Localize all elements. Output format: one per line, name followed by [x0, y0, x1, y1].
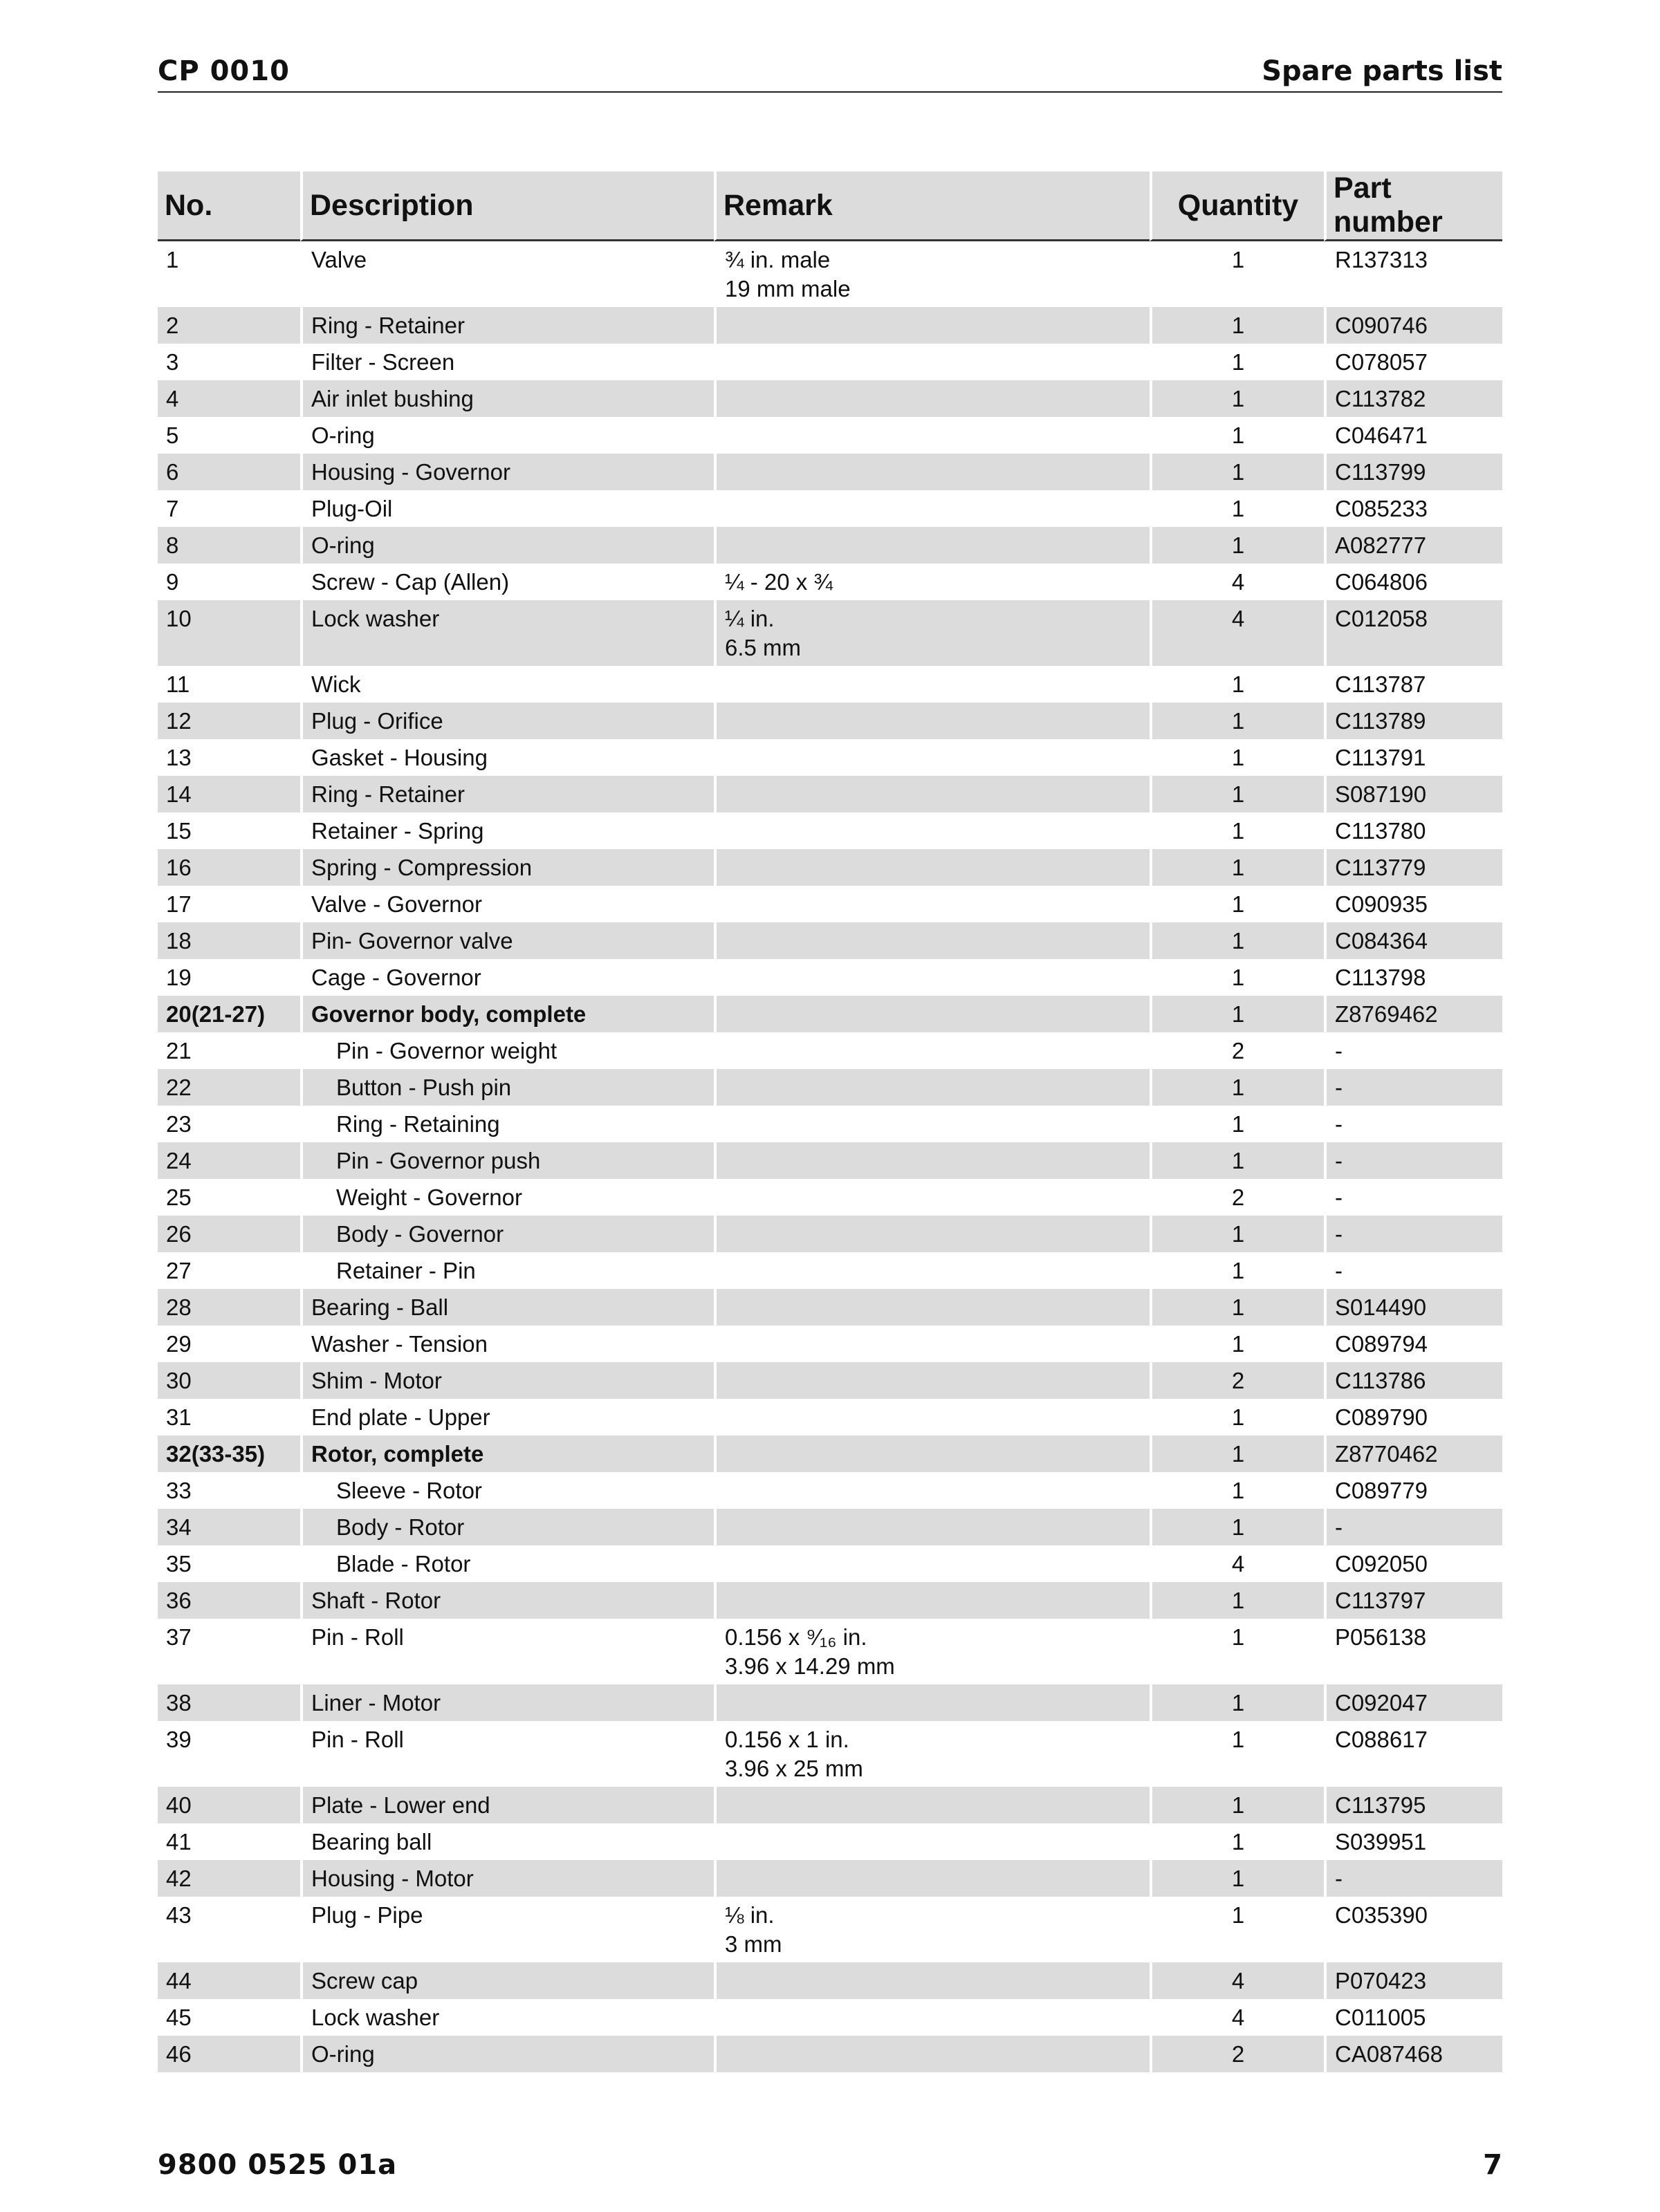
description-cell: Lock washer — [300, 1999, 714, 2036]
table-row — [158, 1619, 1502, 1684]
quantity-cell: 1 — [1150, 1326, 1324, 1362]
table-row — [158, 812, 1502, 849]
remark-cell — [714, 849, 1150, 886]
table-row — [158, 1106, 1502, 1142]
quantity-cell: 2 — [1150, 1032, 1324, 1069]
remark-cell — [714, 380, 1150, 417]
part-no-cell: 46 — [158, 2036, 300, 2072]
page-number: 7 — [1483, 2149, 1502, 2181]
description-cell: Bearing - Ball — [300, 1289, 714, 1326]
description-cell: Pin - Roll — [300, 1619, 714, 1684]
part-no-cell: 20(21-27) — [158, 996, 300, 1032]
quantity-cell: 1 — [1150, 241, 1324, 307]
part-number-cell: - — [1324, 1860, 1502, 1897]
quantity-cell: 4 — [1150, 1545, 1324, 1582]
part-no-cell: 12 — [158, 703, 300, 739]
remark-cell — [714, 307, 1150, 344]
quantity-cell: 2 — [1150, 2036, 1324, 2072]
quantity-cell: 1 — [1150, 812, 1324, 849]
quantity-cell: 1 — [1150, 1069, 1324, 1106]
part-no-cell: 33 — [166, 1478, 192, 1503]
description-cell: Shaft - Rotor — [300, 1582, 714, 1619]
part-number-cell: - — [1324, 1106, 1502, 1142]
part-number-cell: C113797 — [1324, 1582, 1502, 1619]
table-row — [158, 1399, 1502, 1435]
part-number-cell: S087190 — [1324, 776, 1502, 812]
description-cell: Ring - Retainer — [300, 307, 714, 344]
table-row — [158, 996, 1502, 1032]
quantity-cell: 1 — [1150, 307, 1324, 344]
description-cell: Button - Push pin — [300, 1069, 714, 1106]
remark-cell — [714, 776, 1150, 812]
quantity-cell: 4 — [1150, 564, 1324, 600]
part-no-cell: 25 — [166, 1184, 192, 1210]
table-row — [158, 1787, 1502, 1823]
description-cell: Body - Governor — [300, 1216, 714, 1252]
part-no-cell: 15 — [166, 818, 192, 844]
quantity-cell: 1 — [1150, 380, 1324, 417]
remark-cell: ⅛ in. 3 mm — [714, 1897, 1150, 1962]
quantity-cell: 1 — [1150, 1252, 1324, 1289]
table-row — [158, 241, 1502, 307]
quantity-cell: 1 — [1150, 1106, 1324, 1142]
part-no-cell: 4 — [158, 380, 300, 417]
description-cell: Sleeve - Rotor — [300, 1472, 714, 1509]
description-cell: Ring - Retainer — [300, 776, 714, 812]
part-no-cell: 30 — [158, 1362, 300, 1399]
part-number-cell: C113779 — [1324, 849, 1502, 886]
remark-cell — [714, 1509, 1150, 1545]
table-row — [158, 1472, 1502, 1509]
remark-cell — [714, 1962, 1150, 1999]
quantity-cell: 2 — [1150, 1362, 1324, 1399]
quantity-cell: 1 — [1150, 1721, 1324, 1787]
remark-cell — [714, 1326, 1150, 1362]
description-cell: Plate - Lower end — [300, 1787, 714, 1823]
table-row — [158, 1962, 1502, 1999]
table-row — [158, 1326, 1502, 1362]
table-row — [158, 1179, 1502, 1216]
part-no-cell: 37 — [166, 1624, 192, 1650]
remark-cell — [714, 527, 1150, 564]
part-number-cell: - — [1324, 1032, 1502, 1069]
description-cell: Housing - Governor — [300, 454, 714, 490]
description-cell: Weight - Governor — [300, 1179, 714, 1216]
remark-cell — [714, 1787, 1150, 1823]
table-row — [158, 1252, 1502, 1289]
description-cell: Spring - Compression — [300, 849, 714, 886]
description-cell: Ring - Retaining — [300, 1106, 714, 1142]
part-no-cell: 32(33-35) — [158, 1435, 300, 1472]
part-number-cell: C113795 — [1324, 1787, 1502, 1823]
quantity-cell: 1 — [1150, 1435, 1324, 1472]
part-no-cell: 21 — [166, 1038, 192, 1063]
part-number-cell: C092047 — [1324, 1684, 1502, 1721]
remark-cell: 0.156 x 1 in. 3.96 x 25 mm — [714, 1721, 1150, 1787]
description-cell: Screw cap — [300, 1962, 714, 1999]
quantity-cell: 2 — [1150, 1179, 1324, 1216]
quantity-cell: 1 — [1150, 1582, 1324, 1619]
part-number-cell: - — [1324, 1509, 1502, 1545]
description-cell: Pin - Governor weight — [300, 1032, 714, 1069]
part-number-cell: R137313 — [1324, 241, 1502, 307]
column-header-no: No. — [158, 171, 300, 241]
part-number-cell: C089779 — [1324, 1472, 1502, 1509]
table-row — [158, 1509, 1502, 1545]
remark-cell — [714, 490, 1150, 527]
table-row — [158, 307, 1502, 344]
remark-cell — [714, 739, 1150, 776]
column-header-description: Description — [300, 171, 714, 241]
description-cell: Filter - Screen — [300, 344, 714, 380]
quantity-cell: 4 — [1150, 1999, 1324, 2036]
part-no-cell: 44 — [158, 1962, 300, 1999]
part-number-cell: Z8769462 — [1324, 996, 1502, 1032]
table-row — [158, 1069, 1502, 1106]
page-header — [158, 50, 1502, 93]
table-row — [158, 886, 1502, 922]
part-no-cell: 27 — [166, 1258, 192, 1283]
description-cell: Air inlet bushing — [300, 380, 714, 417]
table-row — [158, 849, 1502, 886]
part-number-cell: C113787 — [1324, 666, 1502, 703]
part-no-cell: 42 — [158, 1860, 300, 1897]
part-number-cell: - — [1324, 1142, 1502, 1179]
description-cell: Pin - Roll — [300, 1721, 714, 1787]
quantity-cell: 1 — [1150, 739, 1324, 776]
part-no-cell: 1 — [166, 247, 179, 272]
part-no-cell: 38 — [158, 1684, 300, 1721]
table-body — [158, 241, 1502, 2072]
part-number-cell: C113798 — [1324, 959, 1502, 996]
description-cell: Pin - Governor push — [300, 1142, 714, 1179]
part-number-cell: C011005 — [1324, 1999, 1502, 2036]
part-number-cell: C113786 — [1324, 1362, 1502, 1399]
table-header-row — [158, 171, 1502, 241]
description-cell: Rotor, complete — [300, 1435, 714, 1472]
quantity-cell: 1 — [1150, 886, 1324, 922]
table-row — [158, 959, 1502, 996]
part-no-cell: 9 — [166, 569, 179, 595]
description-cell: Screw - Cap (Allen) — [300, 564, 714, 600]
table-row — [158, 922, 1502, 959]
part-number-cell: C113791 — [1324, 739, 1502, 776]
quantity-cell: 1 — [1150, 454, 1324, 490]
remark-cell — [714, 1582, 1150, 1619]
table-row — [158, 666, 1502, 703]
quantity-cell: 4 — [1150, 1962, 1324, 1999]
description-cell: Washer - Tension — [300, 1326, 714, 1362]
part-no-cell: 19 — [166, 965, 192, 990]
part-no-cell: 18 — [158, 922, 300, 959]
part-no-cell: 34 — [158, 1509, 300, 1545]
quantity-cell: 1 — [1150, 1619, 1324, 1684]
table-row — [158, 1823, 1502, 1860]
quantity-cell: 1 — [1150, 1684, 1324, 1721]
quantity-cell: 1 — [1150, 1289, 1324, 1326]
remark-cell — [714, 666, 1150, 703]
remark-cell: 0.156 x ⁹⁄₁₆ in. 3.96 x 14.29 mm — [714, 1619, 1150, 1684]
document-number: 9800 0525 01a — [158, 2149, 398, 2181]
quantity-cell: 1 — [1150, 959, 1324, 996]
part-no-cell: 13 — [166, 745, 192, 770]
part-number-cell: C084364 — [1324, 922, 1502, 959]
description-cell: Valve - Governor — [300, 886, 714, 922]
part-no-cell: 6 — [158, 454, 300, 490]
quantity-cell: 1 — [1150, 849, 1324, 886]
description-cell: Housing - Motor — [300, 1860, 714, 1897]
table-row — [158, 417, 1502, 454]
remark-cell — [714, 1435, 1150, 1472]
description-cell: Governor body, complete — [300, 996, 714, 1032]
table-row — [158, 600, 1502, 666]
column-header-quantity: Quantity — [1150, 171, 1324, 241]
part-no-cell: 14 — [158, 776, 300, 812]
part-no-cell: 17 — [166, 891, 192, 917]
description-cell: End plate - Upper — [300, 1399, 714, 1435]
part-no-cell: 11 — [166, 671, 190, 697]
remark-cell: ¾ in. male 19 mm male — [714, 241, 1150, 307]
quantity-cell: 1 — [1150, 996, 1324, 1032]
description-cell: Plug - Orifice — [300, 703, 714, 739]
description-cell: Blade - Rotor — [300, 1545, 714, 1582]
table-row — [158, 1721, 1502, 1787]
table-row — [158, 1032, 1502, 1069]
part-number-cell: CA087468 — [1324, 2036, 1502, 2072]
part-no-cell: 36 — [158, 1582, 300, 1619]
description-cell: Liner - Motor — [300, 1684, 714, 1721]
remark-cell — [714, 1823, 1150, 1860]
part-number-cell: - — [1324, 1252, 1502, 1289]
remark-cell — [714, 417, 1150, 454]
remark-cell — [714, 454, 1150, 490]
table-row — [158, 1860, 1502, 1897]
remark-cell — [714, 1860, 1150, 1897]
part-number-cell: C113799 — [1324, 454, 1502, 490]
table-row — [158, 1897, 1502, 1962]
remark-cell — [714, 996, 1150, 1032]
quantity-cell: 1 — [1150, 1472, 1324, 1509]
quantity-cell: 1 — [1150, 1787, 1324, 1823]
part-number-cell: C113780 — [1324, 812, 1502, 849]
part-number-cell: Z8770462 — [1324, 1435, 1502, 1472]
quantity-cell: 1 — [1150, 527, 1324, 564]
description-cell: Plug-Oil — [300, 490, 714, 527]
part-number-cell: C085233 — [1324, 490, 1502, 527]
part-number-cell: S039951 — [1324, 1823, 1502, 1860]
description-cell: O-ring — [300, 2036, 714, 2072]
part-no-cell: 43 — [166, 1902, 192, 1928]
part-no-cell: 40 — [158, 1787, 300, 1823]
part-no-cell: 45 — [166, 2005, 192, 2030]
part-no-cell: 7 — [166, 496, 179, 521]
part-number-cell: C089790 — [1324, 1399, 1502, 1435]
remark-cell — [714, 959, 1150, 996]
table-row — [158, 1142, 1502, 1179]
remark-cell — [714, 1069, 1150, 1106]
table-row — [158, 564, 1502, 600]
table-row — [158, 776, 1502, 812]
part-number-cell: A082777 — [1324, 527, 1502, 564]
description-cell: Lock washer — [300, 600, 714, 666]
part-no-cell: 41 — [166, 1829, 192, 1855]
part-no-cell: 8 — [158, 527, 300, 564]
remark-cell — [714, 344, 1150, 380]
column-header-part-number: Part number — [1324, 171, 1502, 241]
quantity-cell: 1 — [1150, 1509, 1324, 1545]
remark-cell — [714, 1545, 1150, 1582]
remark-cell — [714, 1179, 1150, 1216]
table-row — [158, 1362, 1502, 1399]
description-cell: Bearing ball — [300, 1823, 714, 1860]
remark-cell — [714, 1999, 1150, 2036]
part-number-cell: C012058 — [1324, 600, 1502, 666]
quantity-cell: 1 — [1150, 1399, 1324, 1435]
part-no-cell: 29 — [166, 1331, 192, 1357]
part-number-cell: C035390 — [1324, 1897, 1502, 1962]
part-no-cell: 10 — [158, 600, 300, 666]
description-cell: Shim - Motor — [300, 1362, 714, 1399]
remark-cell — [714, 703, 1150, 739]
table-row — [158, 1582, 1502, 1619]
table-row — [158, 344, 1502, 380]
quantity-cell: 1 — [1150, 1860, 1324, 1897]
table-row — [158, 1545, 1502, 1582]
table-row — [158, 2036, 1502, 2072]
description-cell: Cage - Governor — [300, 959, 714, 996]
part-number-cell: C092050 — [1324, 1545, 1502, 1582]
remark-cell — [714, 886, 1150, 922]
part-number-cell: C113789 — [1324, 703, 1502, 739]
remark-cell — [714, 1032, 1150, 1069]
table-row — [158, 1435, 1502, 1472]
part-no-cell: 3 — [166, 349, 179, 375]
spare-parts-table — [158, 171, 1502, 2072]
quantity-cell: 4 — [1150, 600, 1324, 666]
page-footer — [158, 2149, 1502, 2184]
description-cell: O-ring — [300, 417, 714, 454]
part-number-cell: - — [1324, 1179, 1502, 1216]
part-no-cell: 24 — [158, 1142, 300, 1179]
remark-cell: ¼ in. 6.5 mm — [714, 600, 1150, 666]
part-number-cell: P070423 — [1324, 1962, 1502, 1999]
table-row — [158, 1216, 1502, 1252]
remark-cell — [714, 1399, 1150, 1435]
description-cell: Wick — [300, 666, 714, 703]
part-number-cell: - — [1324, 1216, 1502, 1252]
part-no-cell: 2 — [158, 307, 300, 344]
remark-cell — [714, 1142, 1150, 1179]
part-number-cell: C064806 — [1324, 564, 1502, 600]
remark-cell — [714, 1289, 1150, 1326]
table-row — [158, 1999, 1502, 2036]
quantity-cell: 1 — [1150, 1142, 1324, 1179]
part-number-cell: S014490 — [1324, 1289, 1502, 1326]
description-cell: Body - Rotor — [300, 1509, 714, 1545]
part-number-cell: C046471 — [1324, 417, 1502, 454]
document-code: CP 0010 — [158, 55, 290, 87]
quantity-cell: 1 — [1150, 776, 1324, 812]
description-cell: Pin- Governor valve — [300, 922, 714, 959]
quantity-cell: 1 — [1150, 1897, 1324, 1962]
part-number-cell: C088617 — [1324, 1721, 1502, 1787]
description-cell: O-ring — [300, 527, 714, 564]
description-cell: Retainer - Pin — [300, 1252, 714, 1289]
part-number-cell: P056138 — [1324, 1619, 1502, 1684]
part-number-cell: C113782 — [1324, 380, 1502, 417]
quantity-cell: 1 — [1150, 666, 1324, 703]
part-number-cell: C090746 — [1324, 307, 1502, 344]
part-number-cell: C090935 — [1324, 886, 1502, 922]
table-row — [158, 380, 1502, 417]
table-row — [158, 527, 1502, 564]
quantity-cell: 1 — [1150, 417, 1324, 454]
description-cell: Valve — [300, 241, 714, 307]
part-no-cell: 31 — [166, 1404, 192, 1430]
remark-cell — [714, 812, 1150, 849]
document-title: Spare parts list — [1262, 55, 1502, 87]
part-no-cell: 22 — [158, 1069, 300, 1106]
part-no-cell: 28 — [158, 1289, 300, 1326]
table-row — [158, 454, 1502, 490]
table-row — [158, 739, 1502, 776]
quantity-cell: 1 — [1150, 703, 1324, 739]
description-cell: Plug - Pipe — [300, 1897, 714, 1962]
remark-cell — [714, 1472, 1150, 1509]
remark-cell: ¼ - 20 x ¾ — [714, 564, 1150, 600]
remark-cell — [714, 922, 1150, 959]
part-no-cell: 26 — [158, 1216, 300, 1252]
remark-cell — [714, 1684, 1150, 1721]
part-no-cell: 35 — [166, 1551, 192, 1577]
remark-cell — [714, 1252, 1150, 1289]
quantity-cell: 1 — [1150, 1216, 1324, 1252]
table-row — [158, 1289, 1502, 1326]
remark-cell — [714, 1106, 1150, 1142]
remark-cell — [714, 2036, 1150, 2072]
quantity-cell: 1 — [1150, 344, 1324, 380]
description-cell: Gasket - Housing — [300, 739, 714, 776]
part-no-cell: 39 — [166, 1727, 192, 1752]
part-number-cell: C078057 — [1324, 344, 1502, 380]
description-cell: Retainer - Spring — [300, 812, 714, 849]
remark-cell — [714, 1362, 1150, 1399]
quantity-cell: 1 — [1150, 490, 1324, 527]
remark-cell — [714, 1216, 1150, 1252]
part-no-cell: 16 — [158, 849, 300, 886]
part-no-cell: 5 — [166, 422, 179, 448]
table-row — [158, 1684, 1502, 1721]
column-header-remark: Remark — [714, 171, 1150, 241]
table-row — [158, 703, 1502, 739]
quantity-cell: 1 — [1150, 1823, 1324, 1860]
part-no-cell: 23 — [166, 1111, 192, 1137]
quantity-cell: 1 — [1150, 922, 1324, 959]
part-number-cell: C089794 — [1324, 1326, 1502, 1362]
table-row — [158, 490, 1502, 527]
part-number-cell: - — [1324, 1069, 1502, 1106]
